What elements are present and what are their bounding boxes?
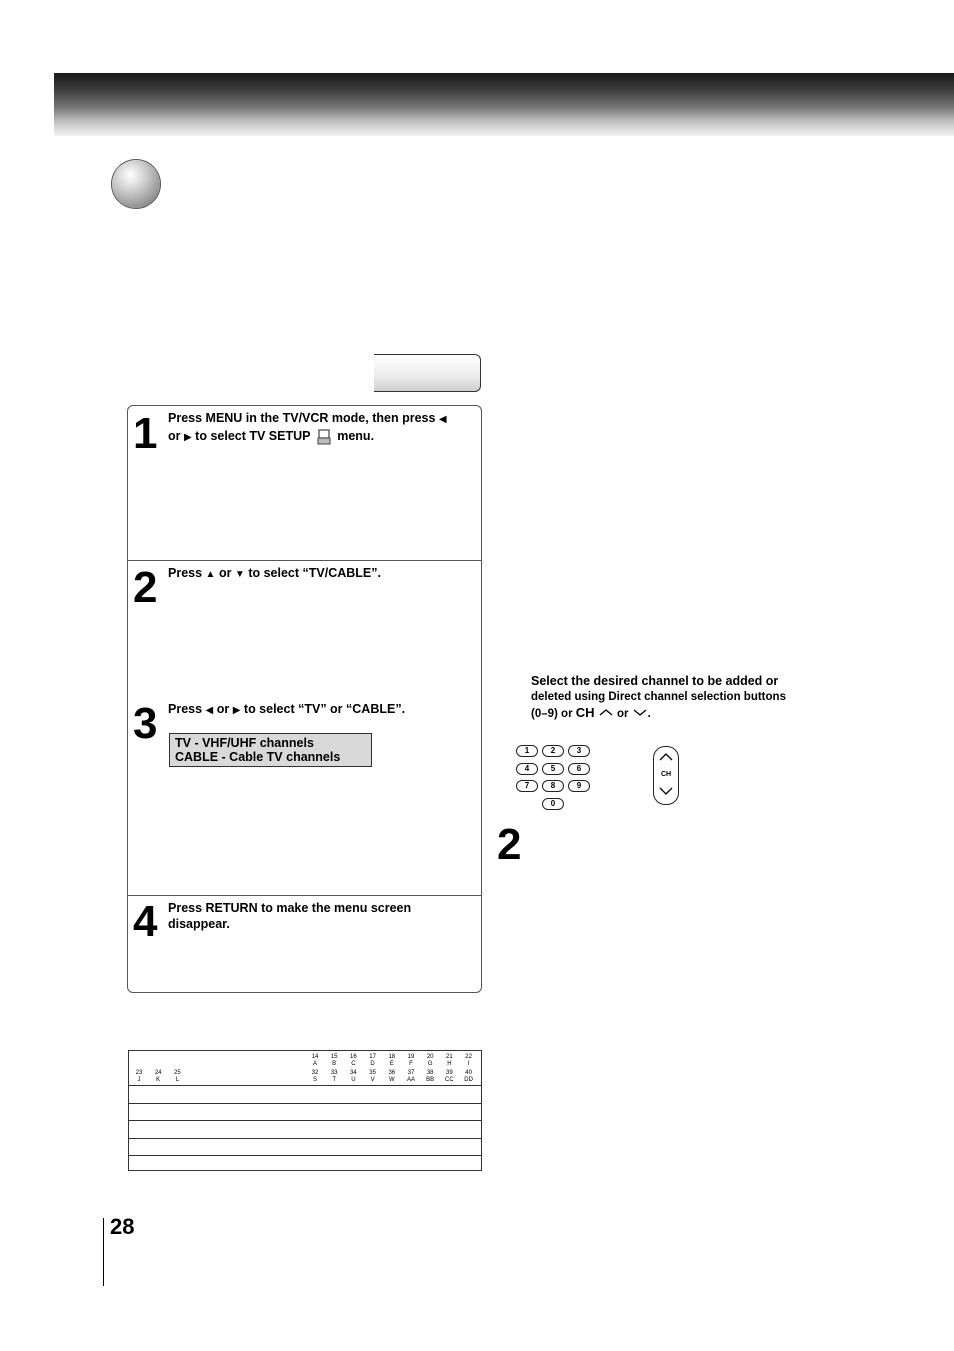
instruction-line-3 [531, 705, 831, 722]
channel-letter: G [427, 1060, 433, 1067]
keypad-button-3: 3 [568, 745, 590, 757]
channel-table-row [129, 1086, 481, 1104]
channel-number: 25 [174, 1070, 181, 1076]
channel-table [128, 1050, 482, 1171]
down-arrow-icon: ▼ [234, 569, 245, 580]
channel-letter: A [312, 1060, 317, 1067]
step-4-text: Press RETURN to make the menu screen disappear. [168, 901, 412, 931]
step-1-text-a: Press MENU in the TV/VCR mode, then press [168, 411, 436, 425]
keypad-button-9: 9 [568, 780, 590, 792]
step-2-or: or [218, 566, 232, 580]
step-3-number: 3 [133, 699, 156, 748]
channel-cell [344, 1070, 362, 1083]
channel-number: 38 [426, 1070, 434, 1076]
instruction-line-2: deleted using Direct channel selection buttons [531, 691, 786, 703]
up-arrow-icon: ▲ [205, 569, 216, 580]
instruction-ch-label: CH [575, 705, 595, 720]
channel-cell [325, 1070, 343, 1083]
step-3-or: or [216, 702, 230, 716]
channel-letter: K [156, 1076, 161, 1083]
channel-number: 23 [135, 1070, 143, 1076]
step-divider [128, 895, 481, 896]
channel-cell [364, 1054, 382, 1067]
channel-cell [440, 1054, 458, 1067]
channel-cell [168, 1070, 186, 1083]
step-1-text [168, 410, 478, 446]
channel-letter: J [137, 1076, 141, 1083]
channel-cell [130, 1070, 148, 1083]
ch-down-icon [632, 708, 648, 720]
channel-cell [421, 1070, 439, 1083]
channel-number: 16 [350, 1054, 357, 1060]
channel-number: 19 [407, 1054, 415, 1060]
channel-cell [460, 1054, 478, 1067]
ch-button-icon [653, 746, 679, 805]
step-4-number: 4 [133, 897, 156, 946]
channel-cell [383, 1054, 401, 1067]
step-1-or: or [168, 429, 181, 443]
keypad-button-7: 7 [516, 780, 538, 792]
channel-letter: CC [445, 1076, 454, 1083]
step-1-text-c: menu. [337, 429, 375, 443]
channel-number: 32 [311, 1070, 319, 1076]
channel-letter: W [388, 1076, 395, 1083]
right-step-2-number: 2 [497, 820, 522, 869]
number-keypad [515, 744, 595, 814]
steps-panel [127, 405, 482, 993]
channel-number: 14 [311, 1054, 319, 1060]
channel-letter: I [467, 1060, 470, 1067]
channel-letter: BB [426, 1076, 435, 1083]
keypad-button-1: 1 [516, 745, 538, 757]
step-2-text [168, 565, 478, 583]
left-arrow-icon: ◀ [205, 705, 214, 716]
page-number-rule [103, 1218, 104, 1286]
channel-cell [344, 1054, 362, 1067]
keypad-button-5: 5 [542, 763, 564, 775]
channel-cell [149, 1070, 167, 1083]
step-2-text-a: Press [168, 566, 203, 580]
ch-button-label: CH [660, 771, 672, 778]
channel-letter: D [370, 1060, 375, 1067]
channel-cell [364, 1070, 382, 1083]
channel-letter: U [351, 1076, 356, 1083]
channel-table-row [129, 1121, 481, 1139]
channel-cell [460, 1070, 478, 1083]
tv-cable-info-box [169, 733, 372, 767]
channel-cell [402, 1054, 420, 1067]
channel-cell [421, 1054, 439, 1067]
channel-letter: AA [406, 1076, 415, 1083]
channel-table-row [129, 1104, 481, 1122]
instruction-line-3-end: . [647, 708, 651, 720]
step-divider [128, 560, 481, 561]
channel-letter: E [389, 1060, 394, 1067]
channel-number: 17 [369, 1054, 376, 1060]
channel-letter: DD [464, 1076, 473, 1083]
step-3-text-b: to select “TV” or “CABLE”. [243, 702, 406, 716]
channel-number: 21 [446, 1054, 453, 1060]
instruction-line-3-or: or [616, 708, 629, 720]
step-3-text-a: Press [168, 702, 203, 716]
channel-number: 18 [388, 1054, 396, 1060]
info-box-line-2: CABLE - Cable TV channels [175, 750, 341, 764]
channel-cell [383, 1070, 401, 1083]
tv-setup-menu-icon [317, 429, 331, 445]
right-arrow-icon: ▶ [183, 432, 192, 443]
channel-number: 35 [369, 1070, 376, 1076]
channel-number: 34 [350, 1070, 357, 1076]
step-2-number: 2 [133, 563, 156, 612]
channel-letter: V [370, 1076, 375, 1083]
channel-letter: L [175, 1076, 180, 1083]
channel-number: 37 [407, 1070, 415, 1076]
keypad-button-4: 4 [516, 763, 538, 775]
keypad-button-6: 6 [568, 763, 590, 775]
keypad-button-2: 2 [542, 745, 564, 757]
channel-number: 20 [426, 1054, 434, 1060]
right-arrow-icon: ▶ [232, 705, 241, 716]
channel-letter: B [332, 1060, 337, 1067]
channel-letter: F [409, 1060, 413, 1067]
keypad-button-8: 8 [542, 780, 564, 792]
ch-up-icon [598, 708, 614, 720]
channel-letter: C [351, 1060, 356, 1067]
channel-number: 24 [154, 1070, 162, 1076]
channel-table-row [129, 1156, 481, 1170]
channel-table-header [129, 1051, 481, 1086]
channel-letter: H [447, 1060, 452, 1067]
channel-number: 36 [388, 1070, 396, 1076]
channel-number: 15 [330, 1054, 338, 1060]
channel-select-instruction [531, 673, 831, 722]
info-box-line-1: TV - VHF/UHF channels [175, 736, 314, 750]
keypad-button-0: 0 [542, 798, 564, 810]
step-2-text-b: to select “TV/CABLE”. [248, 566, 381, 580]
instruction-line-3-a: (0–9) or [531, 708, 573, 720]
channel-number: 40 [465, 1070, 472, 1076]
step-1-text-b: to select TV SETUP [195, 429, 311, 443]
header-band [54, 73, 954, 136]
channel-cell [402, 1070, 420, 1083]
channel-cell [325, 1054, 343, 1067]
channel-letter: T [332, 1076, 337, 1083]
channel-cell [306, 1070, 324, 1083]
page-number: 28 [110, 1214, 135, 1239]
section-bullet-icon [112, 160, 160, 208]
channel-letter: S [312, 1076, 317, 1083]
left-arrow-icon: ◀ [438, 414, 447, 425]
section-tab [374, 354, 481, 392]
channel-table-row [129, 1139, 481, 1157]
step-3-text [168, 701, 478, 719]
channel-number: 33 [330, 1070, 338, 1076]
instruction-line-1: Select the desired channel to be added or [531, 674, 779, 688]
step-1-number: 1 [133, 409, 156, 458]
channel-number: 22 [465, 1054, 472, 1060]
channel-cell [306, 1054, 324, 1067]
channel-cell [440, 1070, 458, 1083]
channel-number: 39 [446, 1070, 453, 1076]
